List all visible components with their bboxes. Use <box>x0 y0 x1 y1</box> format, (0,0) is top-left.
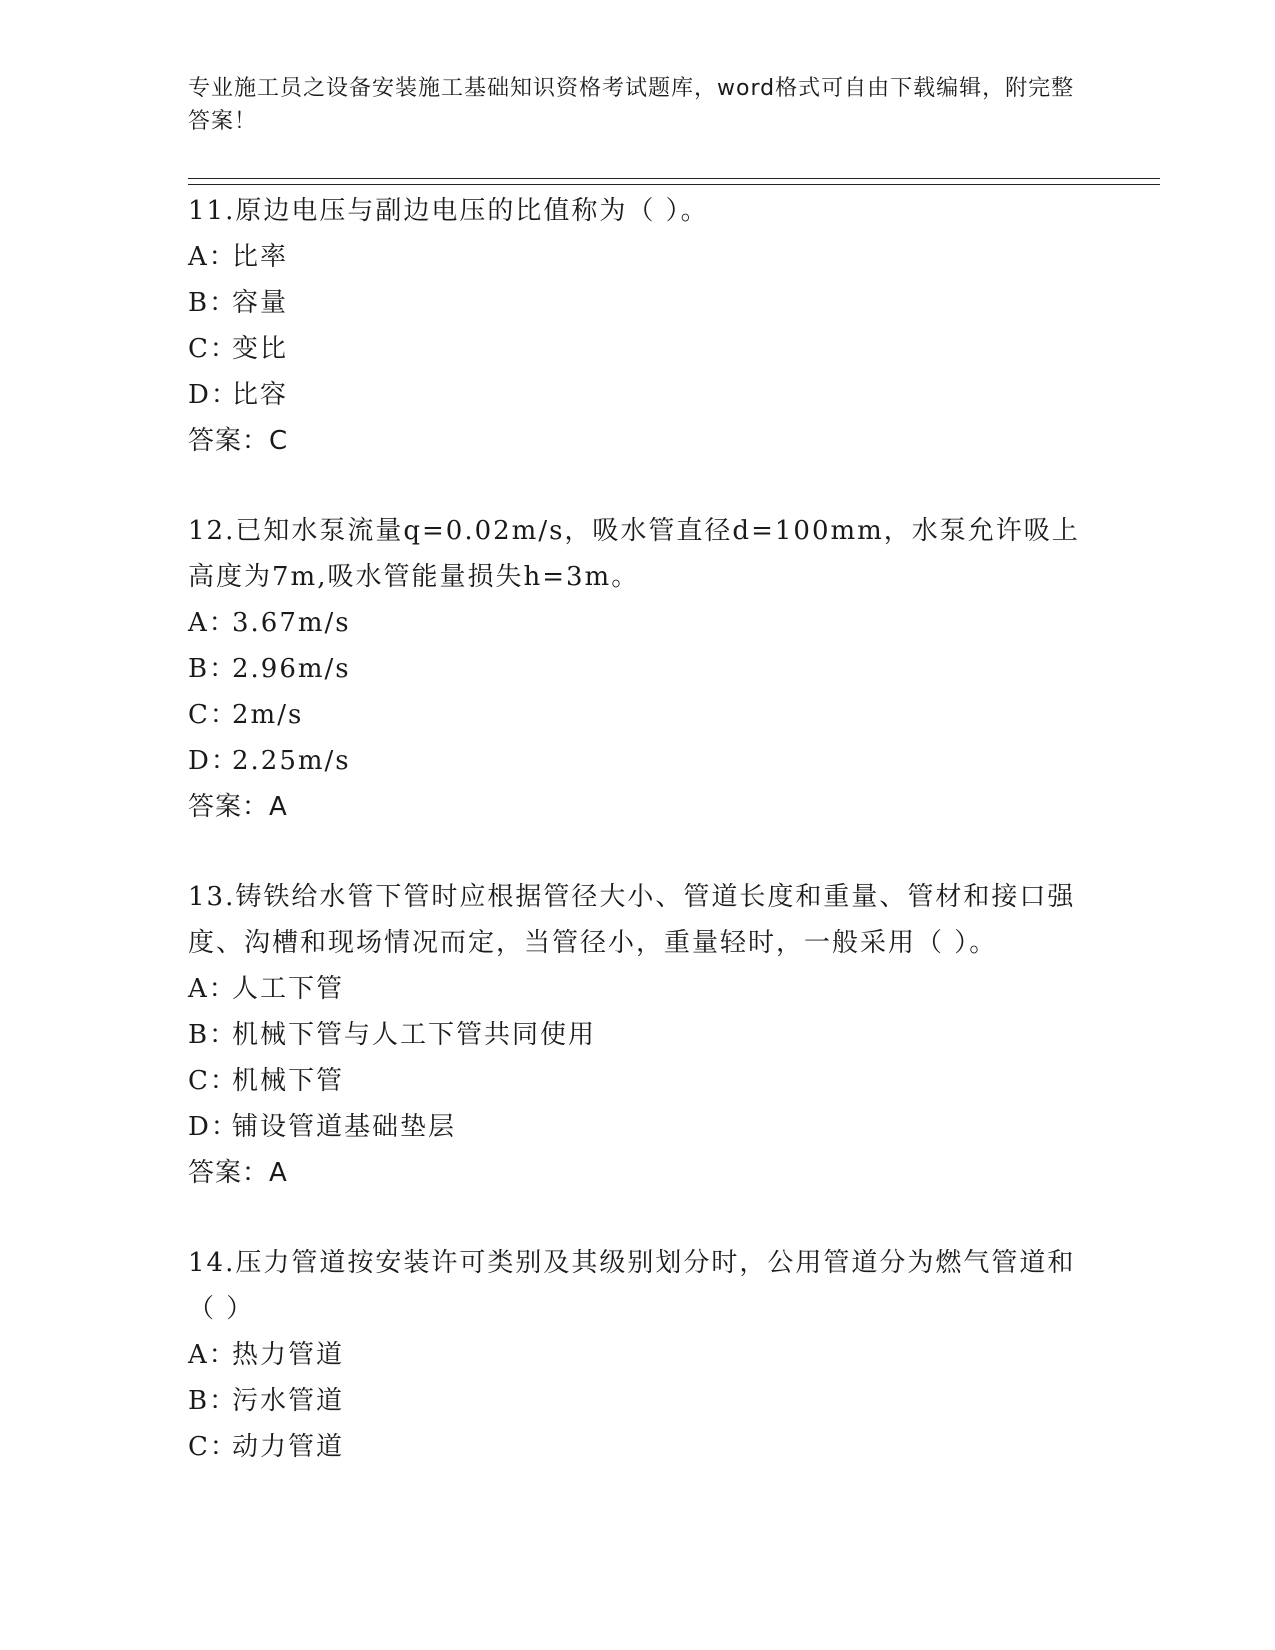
question-stem: 13.铸铁给水管下管时应根据管径大小、管道长度和重量、管材和接口强度、沟槽和现场情况而定，当管径小，重量轻时，一般采用（ ）。 <box>188 882 1076 958</box>
option-letter: C： <box>188 334 238 364</box>
option-text: 比率 <box>232 242 289 272</box>
option-text: 污水管道 <box>232 1386 345 1416</box>
option-text: 机械下管与人工下管共同使用 <box>232 1020 597 1050</box>
question-stem: 14.压力管道按安装许可类别及其级别划分时，公用管道分为燃气管道和（ ） <box>188 1248 1076 1324</box>
option-letter: D： <box>188 1112 239 1142</box>
option-letter: B： <box>188 1020 238 1050</box>
option-text: 比容 <box>232 380 289 410</box>
option-b <box>188 280 1088 326</box>
option-d <box>188 1104 1088 1150</box>
option-letter: C： <box>188 1066 238 1096</box>
option-letter: A： <box>188 242 237 272</box>
option-c <box>188 1058 1088 1104</box>
option-c <box>188 326 1088 372</box>
option-text: 动力管道 <box>232 1432 345 1462</box>
option-a <box>188 1332 1088 1378</box>
option-text: 热力管道 <box>232 1340 345 1370</box>
option-letter: D： <box>188 380 239 410</box>
question-stem: 12.已知水泵流量q=0.02m/s，吸水管直径d=100mm，水泵允许吸上高度为7m,吸水管能量损失h=3m。 <box>188 516 1080 592</box>
option-text: 容量 <box>232 288 289 318</box>
option-b <box>188 1378 1088 1424</box>
answer-line: 答案：A <box>188 1158 288 1188</box>
option-c <box>188 1424 1088 1470</box>
option-b <box>188 646 1088 692</box>
option-letter: A： <box>188 608 237 638</box>
option-letter: C： <box>188 1432 238 1462</box>
option-text: 3.67m/s <box>232 608 351 638</box>
option-d <box>188 738 1088 784</box>
option-letter: A： <box>188 974 237 1004</box>
header-divider-top <box>188 178 1160 179</box>
option-c <box>188 692 1088 738</box>
option-a <box>188 966 1088 1012</box>
header-divider-bottom <box>188 184 1160 185</box>
option-letter: D： <box>188 746 239 776</box>
option-letter: B： <box>188 654 238 684</box>
option-text: 机械下管 <box>232 1066 345 1096</box>
question-12 <box>188 508 1088 830</box>
option-b <box>188 1012 1088 1058</box>
option-letter: C： <box>188 700 238 730</box>
question-11 <box>188 188 1088 464</box>
option-letter: A： <box>188 1340 237 1370</box>
option-text: 人工下管 <box>232 974 345 1004</box>
question-13 <box>188 874 1088 1196</box>
answer-line: 答案：A <box>188 792 288 822</box>
option-a <box>188 600 1088 646</box>
option-text: 2.96m/s <box>232 654 351 684</box>
document-header: 专业施工员之设备安装施工基础知识资格考试题库，word格式可自由下载编辑，附完整答案！ <box>188 76 1075 134</box>
question-14 <box>188 1240 1088 1470</box>
answer-line: 答案：C <box>188 426 289 456</box>
option-letter: B： <box>188 1386 238 1416</box>
question-stem: 11.原边电压与副边电压的比值称为（ ）。 <box>188 196 709 226</box>
option-d <box>188 372 1088 418</box>
option-letter: B： <box>188 288 238 318</box>
option-text: 变比 <box>232 334 289 364</box>
option-text: 2.25m/s <box>232 746 351 776</box>
option-text: 2m/s <box>232 700 304 730</box>
question-list <box>188 188 1088 1514</box>
option-a <box>188 234 1088 280</box>
option-text: 铺设管道基础垫层 <box>232 1112 457 1142</box>
